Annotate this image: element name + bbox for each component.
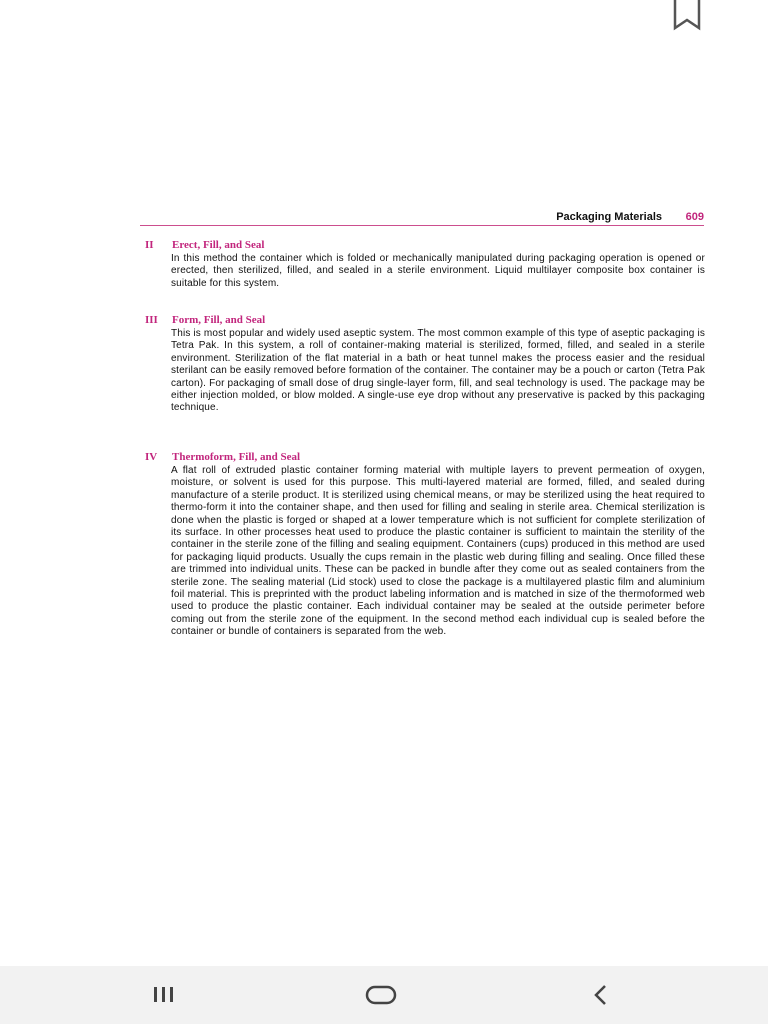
running-title: Packaging Materials [556, 211, 662, 223]
page-header [140, 211, 704, 226]
section-body: In this method the container which is folded or mechanically manipulated during packaging operation is opened or erected, then sterilized, filled, and sealed in a sterile environment. Liquid multilayer composite box container is suitable for this system. [171, 253, 705, 289]
section-numeral: II [145, 239, 154, 251]
section-heading [145, 239, 705, 253]
section-erect-fill-seal [145, 239, 705, 290]
recent-apps-icon [149, 984, 179, 1006]
page-number: 609 [685, 211, 704, 223]
section-title: Erect, Fill, and Seal [172, 239, 265, 251]
section-title: Thermoform, Fill, and Seal [172, 451, 301, 463]
back-icon [585, 984, 615, 1006]
section-numeral: IV [145, 451, 158, 463]
section-heading [145, 314, 705, 328]
section-body: A flat roll of extruded plastic container forming material with multiple layers to prevent permeation of oxygen, moisture, or solvent is used for this purpose. This multi-layered material are formed, filled, and sealed during manufacture of a sterile product. It is sterilized using chemical means, or may be sterilized using the heat required to thermo-form it into the container shape, and then used for filling and sealing in sterile area. Chemical sterilization is done when the plastic is forged or shaped at a lower temperature which is not sufficient for complete sterilization of its surface. In other processes heat used to produce the plastic container is sufficient to maintain the sterility of the container in the sterile zone of the filling and sealing equipment. Containers (cups) produced in this method are used for packaging liquid products. Usually the cups remain in the plastic web during filling and sealing. Once filled these are trimmed into individual units. These can be packed in bundle after they come out as sealed containers from the sterile zone. The sealing material (Lid stock) used to close the package is a multilayered plastic film and aluminium foil material. This is preprinted with the product labeling information and is matched in size of the thermoformed web used to produce the plastic container. Each individual container may be sealed at the outside perimeter before coming out from the sterile zone of the equipment. In the second method each individual cup is sealed before the container or bundle of containers is separated from the web. [171, 465, 705, 638]
bookmark-icon[interactable] [672, 0, 702, 32]
section-body: This is most popular and widely used aseptic system. The most common example of this type of aseptic packaging is Tetra Pak. In this system, a roll of container-making material is sterilized, formed, filled, and sealed in a sterile environment. Sterilization of the flat material in a bath or heat tunnel makes the process easier and the residual sterilant can be easily removed before formation of the container. The container may be a pouch or carton (Tetra Pak carton). For packaging of small dose of drug single-layer form, fill, and seal technology is used. The package may be either injection molded, or blow molded. A single-use eye drop without any preservative is packed by this packaging technique. [171, 328, 705, 414]
section-thermoform-fill-seal [145, 451, 705, 639]
system-navigation-bar [0, 966, 768, 1024]
section-numeral: III [145, 314, 158, 326]
home-icon [365, 984, 399, 1006]
recent-apps-button[interactable] [134, 966, 194, 1024]
section-title: Form, Fill, and Seal [172, 314, 266, 326]
section-form-fill-seal [145, 314, 705, 415]
home-button[interactable] [350, 966, 410, 1024]
back-button[interactable] [570, 966, 630, 1024]
section-heading [145, 451, 705, 465]
